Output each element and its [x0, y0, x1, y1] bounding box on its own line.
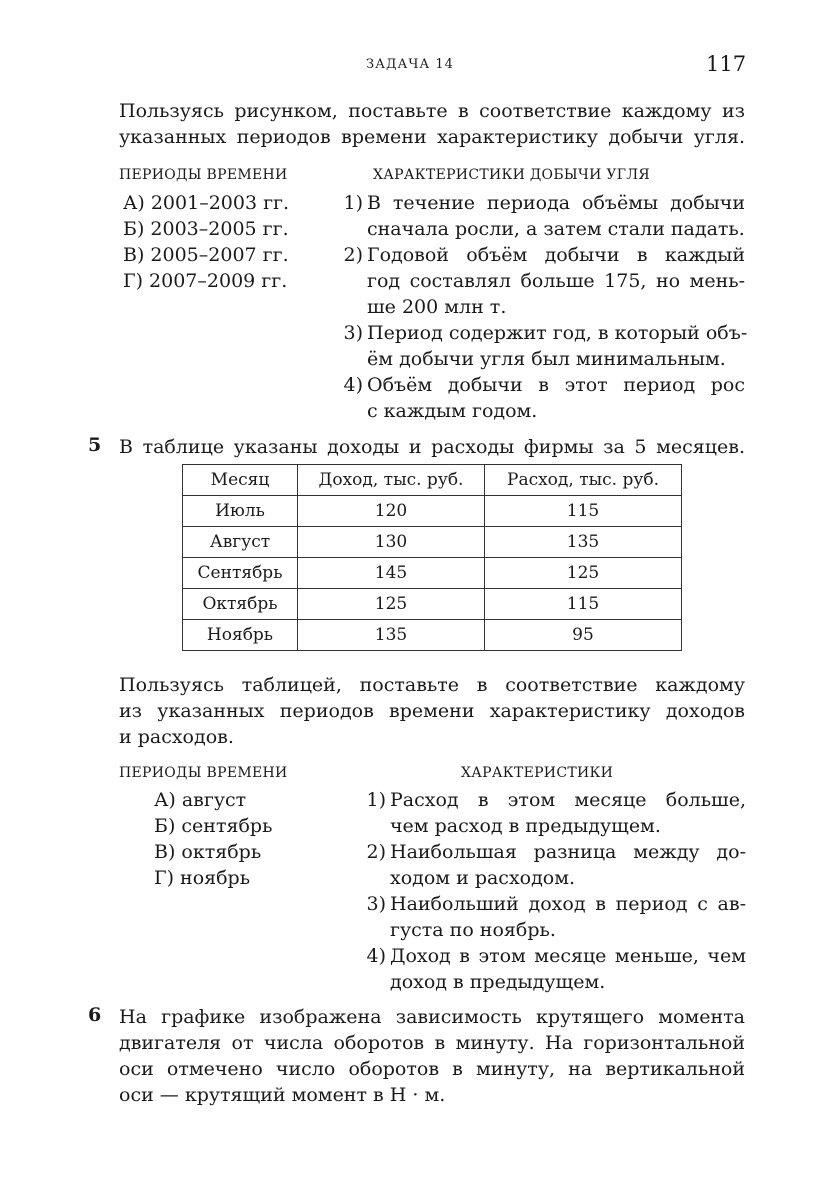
option-number: 4)	[343, 374, 363, 396]
table-cell: Август	[183, 527, 298, 558]
table-cell: 145	[298, 558, 485, 589]
characteristics-list	[335, 190, 748, 424]
option-item	[335, 242, 745, 320]
period-item: А) август	[154, 789, 247, 811]
task5-intro	[119, 434, 745, 460]
text-line: В течение периода объёмы добычи	[367, 192, 745, 214]
option-number: 2)	[366, 841, 386, 863]
text-line: год составлял больше 175, но мень-	[367, 270, 745, 292]
table-cell: 115	[485, 589, 682, 620]
periods-list	[154, 787, 272, 891]
table-cell: 125	[298, 589, 485, 620]
task4-intro	[119, 98, 745, 150]
table-row	[183, 620, 682, 651]
text-line: оси отмечено число оборотов в минуту, на вертикальной	[119, 1058, 745, 1080]
text-line: двигателя от числа оборотов в минуту. На горизонтальной	[119, 1032, 745, 1054]
table-cell: 95	[485, 620, 682, 651]
text-line: указанных периодов времени характеристику добычи угля.	[119, 126, 745, 148]
table-cell: 135	[298, 620, 485, 651]
text-line: сначала росли, а затем стали падать.	[367, 218, 745, 240]
table-cell: Июль	[183, 496, 298, 527]
option-item	[335, 320, 748, 372]
text-line: Доход в этом месяце меньше, чем	[390, 945, 746, 967]
option-number: 2)	[343, 244, 363, 266]
option-item	[335, 190, 745, 242]
text-line: Пользуясь таблицей, поставьте в соответствие каждому	[119, 674, 745, 696]
table-cell: 115	[485, 496, 682, 527]
text-line: В таблице указаны доходы и расходы фирмы за 5 месяцев.	[119, 436, 745, 458]
running-title: ЗАДАЧА 14	[366, 57, 454, 72]
text-line: Наибольшая разница между до-	[390, 841, 746, 863]
table-header-row	[183, 465, 682, 496]
period-item: Г) 2007–2009 гг.	[123, 270, 288, 292]
option-item	[335, 372, 745, 424]
period-item: А) 2001–2003 гг.	[123, 192, 290, 214]
period-item: Г) ноябрь	[154, 867, 251, 889]
option-number: 4)	[366, 945, 386, 967]
table-cell: Ноябрь	[183, 620, 298, 651]
option-item	[358, 943, 746, 995]
period-item: Б) сентябрь	[154, 815, 273, 837]
table-row	[183, 496, 682, 527]
text-line: ше 200 млн т.	[367, 296, 507, 318]
text-line: чем расход в предыдущем.	[390, 815, 661, 837]
text-line: ём добычи угля был минимальным.	[367, 348, 726, 370]
page-number: 117	[706, 52, 747, 76]
option-number: 1)	[366, 789, 386, 811]
text-line: ходом и расходом.	[390, 867, 576, 889]
table-cell: 125	[485, 558, 682, 589]
periods-list	[123, 190, 289, 294]
table-row	[183, 558, 682, 589]
text-line: с каждым годом.	[367, 400, 538, 422]
text-line: густа по ноябрь.	[390, 919, 556, 941]
period-item: Б) 2003–2005 гг.	[123, 218, 289, 240]
option-item	[358, 891, 746, 943]
period-item: В) 2005–2007 гг.	[123, 244, 289, 266]
option-number: 1)	[343, 192, 363, 214]
periods-header: ПЕРИОДЫ ВРЕМЕНИ	[119, 765, 288, 781]
column-header: Доход, тыс. руб.	[298, 465, 485, 496]
option-item	[358, 787, 746, 839]
income-expense-table	[182, 464, 682, 651]
option-item	[358, 839, 746, 891]
text-line: Расход в этом месяце больше,	[390, 789, 746, 811]
text-line: Объём добычи в этот период рос	[367, 374, 745, 396]
text-line: Наибольший доход в период с ав-	[390, 893, 746, 915]
text-line: из указанных периодов времени характеристику доходов	[119, 700, 745, 722]
text-line: доход в предыдущем.	[390, 971, 606, 993]
text-line: На графике изображена зависимость крутящего момента	[119, 1006, 745, 1028]
column-header: Месяц	[183, 465, 298, 496]
task6-text	[119, 1004, 745, 1108]
table-cell: Октябрь	[183, 589, 298, 620]
text-line: и расходов.	[119, 726, 234, 748]
periods-header: ПЕРИОДЫ ВРЕМЕНИ	[119, 167, 288, 183]
task-number: 6	[88, 1004, 102, 1026]
task5-instruction	[119, 672, 745, 750]
table-cell: Сентябрь	[183, 558, 298, 589]
column-header: Расход, тыс. руб.	[485, 465, 682, 496]
text-line: оси — крутящий момент в Н · м.	[119, 1084, 446, 1106]
text-line: Годовой объём добычи в каждый	[367, 244, 745, 266]
table-row	[183, 589, 682, 620]
task-number: 5	[88, 434, 102, 456]
characteristics-header: ХАРАКТЕРИСТИКИ ДОБЫЧИ УГЛЯ	[373, 167, 650, 183]
table-cell: 120	[298, 496, 485, 527]
option-number: 3)	[366, 893, 386, 915]
period-item: В) октябрь	[154, 841, 262, 863]
table-cell: 130	[298, 527, 485, 558]
text-line: Пользуясь рисунком, поставьте в соответствие каждому из	[119, 100, 745, 122]
table-cell: 135	[485, 527, 682, 558]
option-number: 3)	[343, 322, 363, 344]
characteristics-list	[358, 787, 746, 995]
text-line: Период содержит год, в который объ-	[367, 322, 748, 344]
characteristics-header: ХАРАКТЕРИСТИКИ	[461, 765, 614, 781]
table-row	[183, 527, 682, 558]
